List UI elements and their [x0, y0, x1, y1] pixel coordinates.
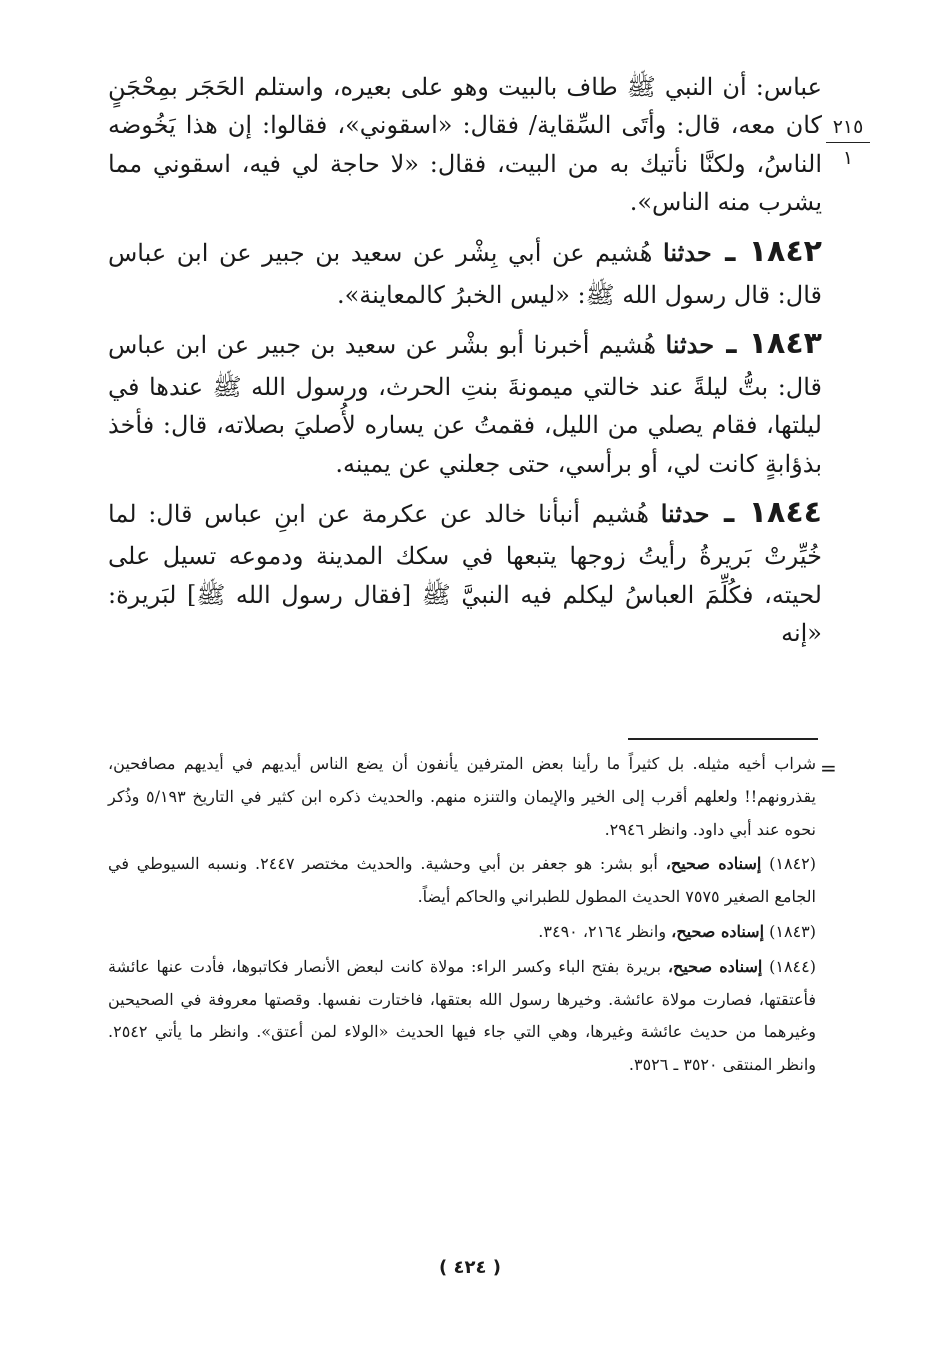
hadith-1844: ١٨٤٤ ـ حدثنا هُشيم أنبأنا خالد عن عكرمة عن ابنِ عباس قال: لما خُيِّرتْ بَريرةُ رأيتُ زوجها يتبعها في سكك المدينة ودموعه تسيل على لحيته، فكُلِّمَ العباسُ ليكلم فيه النبيَّ ﷺ [فقال رسول الله ﷺ] لبَريرة: «إنه [108, 495, 823, 647]
footnote-label: إسناده صحيح، [667, 956, 763, 976]
footnote-1844 [108, 951, 816, 1082]
footnote-label: إسناده صحيح، [671, 921, 765, 941]
margin-ref-top: ٢١٥ [832, 116, 864, 138]
footnote-ref: (١٨٤٤) [769, 956, 816, 976]
hadith-number: ١٨٤٣ [748, 325, 822, 361]
hadith-keyword: حدثنا [663, 237, 712, 267]
footnote-text: أبو بشر: هو جعفر بن أبي وحشية. والحديث مختصر ٢٤٤٧. ونسبه السيوطي في الجامع الصغير ٧٥٧٥ الحديث المطول للطبراني والحاكم أيضاً. [108, 854, 816, 907]
footnote-1842 [108, 848, 816, 914]
continuation-mark: = [820, 756, 837, 780]
main-text [108, 68, 822, 652]
footnote-continuation: شراب أخيه مثيله. بل كثيراً ما رأينا بعض المترفين يأنفون أن يضع الناس أيديهم في أيديهم مصافحين، يقذرونهم!! ولعلهم أقرب إلى الخير والإيمان والتنزه منهم. والحديث ذكره ابن كثير في التاريخ ٥/١٩٣ وذُكر نحوه عند أبي داود. وانظر ٢٩٤٦. [108, 754, 816, 839]
hadith-text: هُشيم عن أبي بِشْر عن سعيد بن جبير عن ابن عباس قال: قال رسول الله ﷺ: «ليس الخبرُ كالمعاينة». [108, 238, 822, 309]
margin-ref-rule [826, 142, 870, 143]
page-number: ( ٤٢٤ ) [439, 1257, 501, 1278]
hadith-1842: ١٨٤٢ ـ حدثنا هُشيم عن أبي بِشْر عن سعيد بن جبير عن ابن عباس قال: قال رسول الله ﷺ: «ليس الخبرُ كالمعاينة». [108, 233, 822, 309]
hadith-text: هُشيم أخبرنا أبو بشْر عن سعيد بن جبير عن ابن عباس قال: بتُّ ليلةً عند خالتي ميمونةَ بنتِ الحرث، ورسول الله ﷺ عندها في ليلتها، فقام يصلي من الليل، فقمتُ عن يساره لأُصليَ بصلاته، قال: فأخذ بذؤابةٍ كانت لي، أو برأسي، حتى جعلني عن يمينه. [108, 330, 822, 478]
intro-paragraph: عباس: أن النبي ﷺ طاف بالبيت وهو على بعيره، واستلم الحَجَر بمِحْجَنٍ كان معه، قال: وأتَى السِّقاية/ فقال: «اسقوني»، فقالوا: إن هذا يَخُوضه الناسُ، ولكنَّا نأتيك به من البيت، فقال: «لا حاجة لي فيه، اسقوني مما يشرب منه الناس». [108, 73, 822, 217]
footnote-text: وانظر ٢١٦٤، ٣٤٩٠. [538, 921, 667, 941]
hadith-text: هُشيم أنبأنا خالد عن عكرمة عن ابنِ عباس قال: لما خُيِّرتْ بَريرةُ رأيتُ زوجها يتبعها في سكك المدينة ودموعه تسيل على لحيته، فكُلِّمَ العباسُ ليكلم فيه النبيَّ ﷺ [فقال رسول الله ﷺ] لبَريرة: «إنه [108, 500, 823, 647]
hadith-keyword: حدثنا [665, 329, 715, 359]
margin-reference [818, 118, 878, 168]
footnote-text: بريرة بفتح الباء وكسر الراء: مولاة كانت لبعض الأنصار فكاتبوها، فأدت عنها عائشة فأعتقتها، فصارت مولاة عائشة. وخيرها رسول الله بعتقها، فاختارت نفسها. وقصتها معروفة في الصحيحين وغيرهما من حديث عائشة وغيرها، وهي التي جاء فيها الحديث «الولاء لمن أعتق». وانظر ما يأتي ٢٥٤٢. وانظر المنتقى ٣٥٢٠ ـ ٣٥٢٦. [108, 956, 816, 1075]
hadith-number: ١٨٤٢ [748, 233, 822, 269]
footnote-1843 [108, 916, 816, 949]
hadith-number: ١٨٤٤ [748, 495, 822, 531]
footnote-ref: (١٨٤٢) [769, 854, 817, 874]
footnote-separator [628, 738, 818, 740]
footnote-label: إسناده صحيح، [665, 854, 762, 874]
footnote-ref: (١٨٤٣) [769, 921, 816, 941]
hadith-keyword: حدثنا [660, 499, 710, 529]
margin-ref-bottom: ١ [842, 147, 854, 169]
hadith-1843: ١٨٤٣ ـ حدثنا هُشيم أخبرنا أبو بشْر عن سعيد بن جبير عن ابن عباس قال: بتُّ ليلةً عند خالتي ميمونةَ بنتِ الحرث، ورسول الله ﷺ عندها في ليلتها، فقام يصلي من الليل، فقمتُ عن يساره لأُصليَ بصلاته، قال: فأخذ بذؤابةٍ كانت لي، أو برأسي، حتى جعلني عن يمينه. [108, 325, 822, 478]
footnotes [108, 748, 816, 1084]
